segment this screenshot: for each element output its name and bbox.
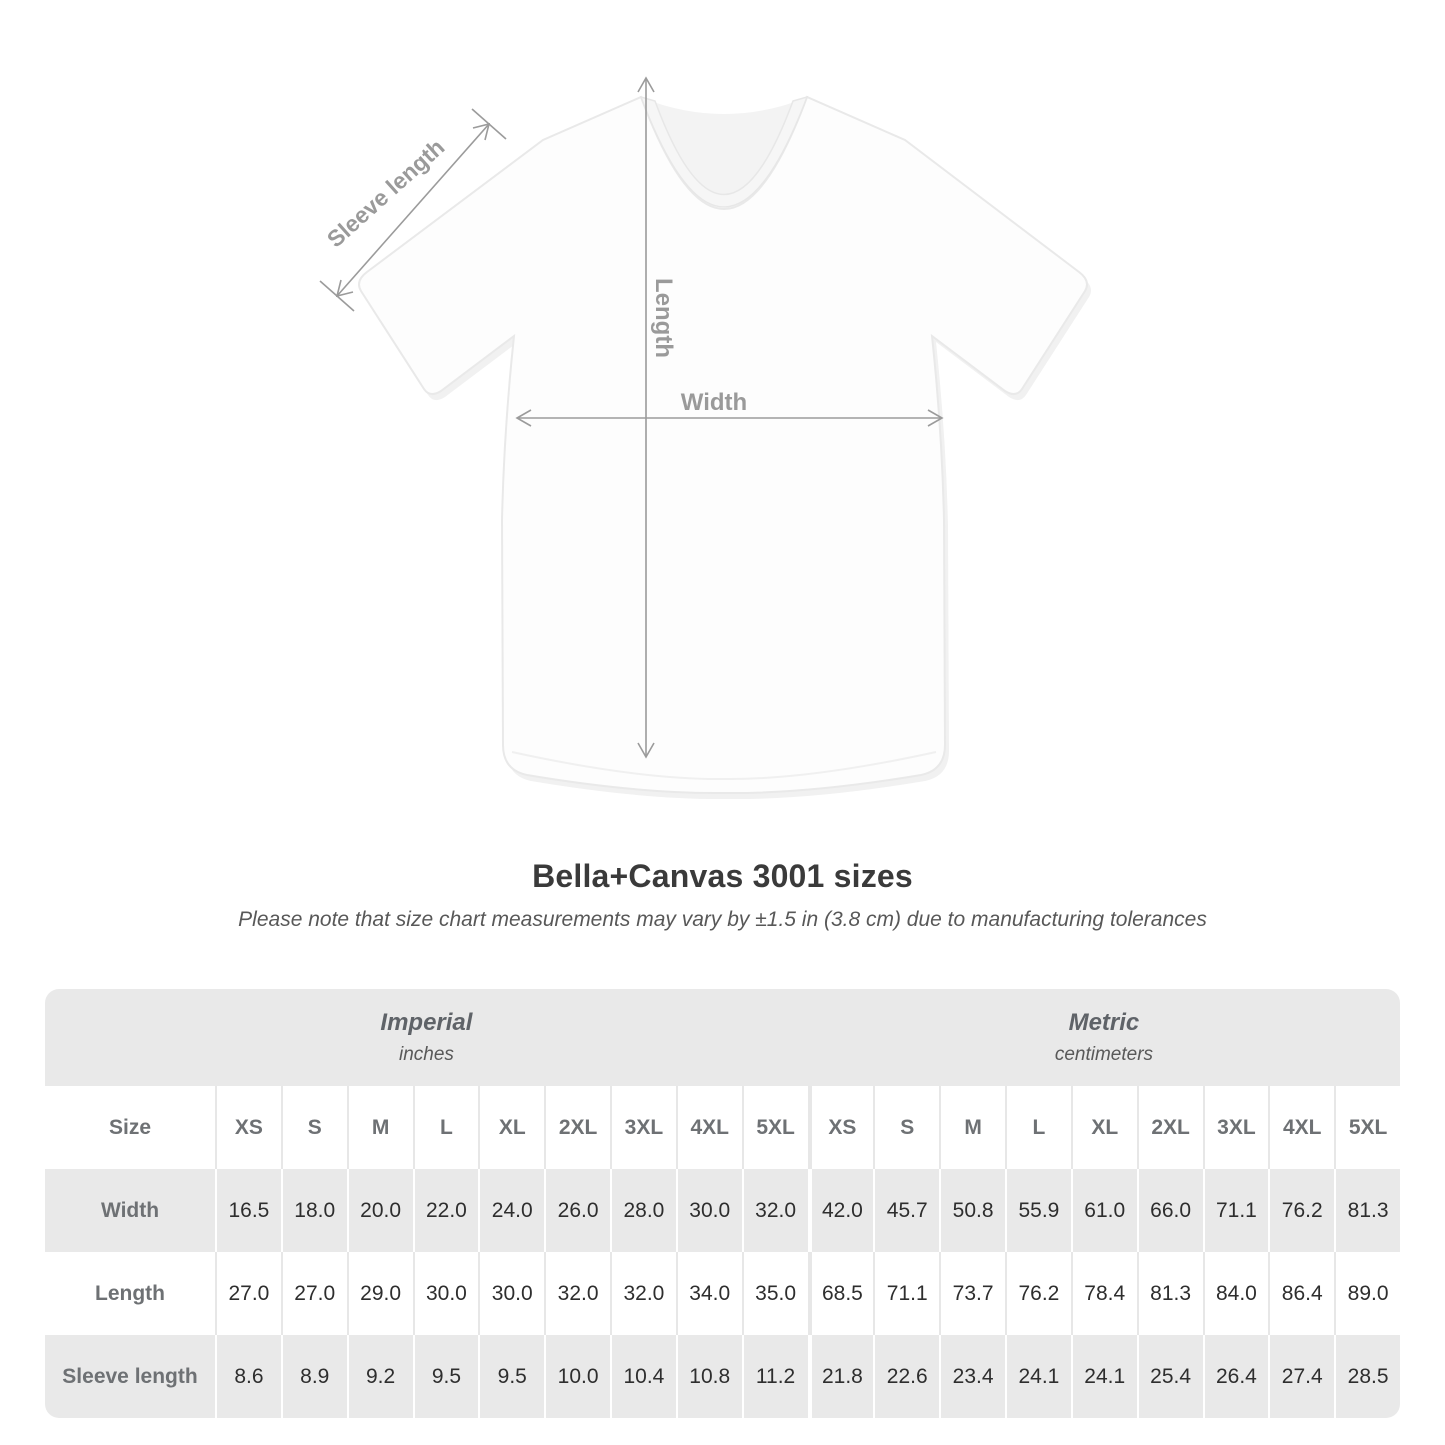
size-header-cell: Size	[108, 1115, 152, 1139]
size-table	[45, 989, 1400, 1418]
sleeve-value: 28.5	[1347, 1364, 1389, 1388]
width-value: 55.9	[1018, 1198, 1060, 1222]
sleeve-value: 23.4	[952, 1364, 994, 1388]
width-value: 32.0	[755, 1198, 797, 1222]
length-value: 27.0	[294, 1281, 336, 1305]
width-value: 22.0	[425, 1198, 467, 1222]
sleeve-value: 10.0	[557, 1364, 599, 1388]
length-value: 32.0	[623, 1281, 665, 1305]
width-value: 71.1	[1215, 1198, 1257, 1222]
length-value: 30.0	[425, 1281, 467, 1305]
page-subtitle: Please note that size chart measurements may vary by ±1.5 in (3.8 cm) due to manufacturing tolerances	[238, 908, 1207, 931]
size-col-header: 3XL	[1217, 1115, 1256, 1139]
metric-unit: centimeters	[1054, 1044, 1154, 1065]
sleeve-value: 21.8	[821, 1364, 863, 1388]
size-col-header: 4XL	[690, 1115, 729, 1139]
width-value: 50.8	[952, 1198, 994, 1222]
width-value: 42.0	[821, 1198, 863, 1222]
size-col-header: S	[307, 1115, 322, 1139]
length-value: 71.1	[886, 1281, 928, 1305]
size-col-header: L	[1032, 1115, 1046, 1139]
size-col-header: S	[900, 1115, 915, 1139]
size-col-header: 5XL	[756, 1115, 795, 1139]
length-value: 89.0	[1347, 1281, 1389, 1305]
size-col-header: 2XL	[558, 1115, 598, 1139]
length-value: 29.0	[360, 1281, 402, 1305]
sleeve-value: 10.8	[689, 1364, 731, 1388]
size-header-row	[45, 1086, 1400, 1169]
sleeve-value: 10.4	[623, 1364, 665, 1388]
width-value: 76.2	[1281, 1198, 1323, 1222]
width-value: 45.7	[886, 1198, 928, 1222]
row-label-length: Length	[95, 1281, 165, 1305]
width-value: 18.0	[294, 1198, 336, 1222]
title-block	[0, 858, 1445, 932]
size-col-header: 5XL	[1348, 1115, 1388, 1139]
length-value: 34.0	[689, 1281, 731, 1305]
size-col-header: 3XL	[624, 1115, 664, 1139]
length-value: 27.0	[228, 1281, 270, 1305]
sleeve-value: 27.4	[1281, 1364, 1323, 1388]
length-value: 84.0	[1215, 1281, 1257, 1305]
sleeve-value: 9.2	[365, 1364, 396, 1388]
imperial-unit: inches	[398, 1044, 454, 1065]
length-value: 86.4	[1281, 1281, 1323, 1305]
length-value: 30.0	[491, 1281, 533, 1305]
row-label-sleeve-length: Sleeve length	[62, 1364, 198, 1388]
length-value: 81.3	[1150, 1281, 1192, 1305]
size-col-header: 4XL	[1282, 1115, 1322, 1139]
length-value: 73.7	[952, 1281, 994, 1305]
size-col-header: M	[964, 1115, 982, 1139]
size-col-header: 2XL	[1151, 1115, 1190, 1139]
row-label-width: Width	[100, 1198, 160, 1222]
size-col-header: XS	[234, 1115, 263, 1139]
sleeve-value: 9.5	[431, 1364, 462, 1388]
width-value: 20.0	[360, 1198, 402, 1222]
sleeve-value: 24.1	[1084, 1364, 1126, 1388]
metric-label: Metric	[1068, 1009, 1140, 1036]
sleeve-value: 11.2	[755, 1364, 796, 1388]
length-value: 78.4	[1084, 1281, 1126, 1305]
length-value: 68.5	[821, 1281, 863, 1305]
length-value: 76.2	[1018, 1281, 1060, 1305]
metric-section-header	[808, 989, 1400, 1086]
size-col-header: XL	[1091, 1115, 1119, 1139]
sleeve-value: 26.4	[1215, 1364, 1257, 1388]
width-value: 81.3	[1347, 1198, 1389, 1222]
size-col-header: XS	[828, 1115, 857, 1139]
width-label: Width	[680, 389, 748, 416]
width-value: 66.0	[1150, 1198, 1192, 1222]
sleeve-length-label: Sleeve length	[321, 133, 450, 253]
units-header-band	[45, 989, 1400, 1086]
length-value: 35.0	[755, 1281, 797, 1305]
size-col-header: M	[371, 1115, 390, 1139]
imperial-label: Imperial	[380, 1009, 473, 1036]
sleeve-value: 22.6	[886, 1364, 928, 1388]
size-col-header: XL	[498, 1115, 526, 1139]
table-row-width	[45, 1169, 1400, 1252]
sleeve-value: 8.9	[300, 1364, 330, 1388]
size-col-header: L	[440, 1115, 453, 1139]
table-row-length	[45, 1252, 1400, 1335]
sleeve-value: 25.4	[1150, 1364, 1192, 1388]
width-value: 26.0	[557, 1198, 599, 1222]
table-row-sleeve-length	[45, 1335, 1400, 1418]
length-label: Length	[650, 278, 677, 358]
width-value: 16.5	[228, 1198, 270, 1222]
sleeve-value: 9.5	[497, 1364, 527, 1388]
imperial-section-header	[45, 989, 808, 1086]
sleeve-value: 24.1	[1018, 1364, 1060, 1388]
width-value: 61.0	[1084, 1198, 1126, 1222]
length-value: 32.0	[557, 1281, 599, 1305]
width-value: 30.0	[689, 1198, 731, 1222]
sleeve-value: 8.6	[234, 1364, 264, 1388]
page-title: Bella+Canvas 3001 sizes	[532, 858, 913, 894]
width-value: 24.0	[491, 1198, 533, 1222]
width-value: 28.0	[623, 1198, 665, 1222]
